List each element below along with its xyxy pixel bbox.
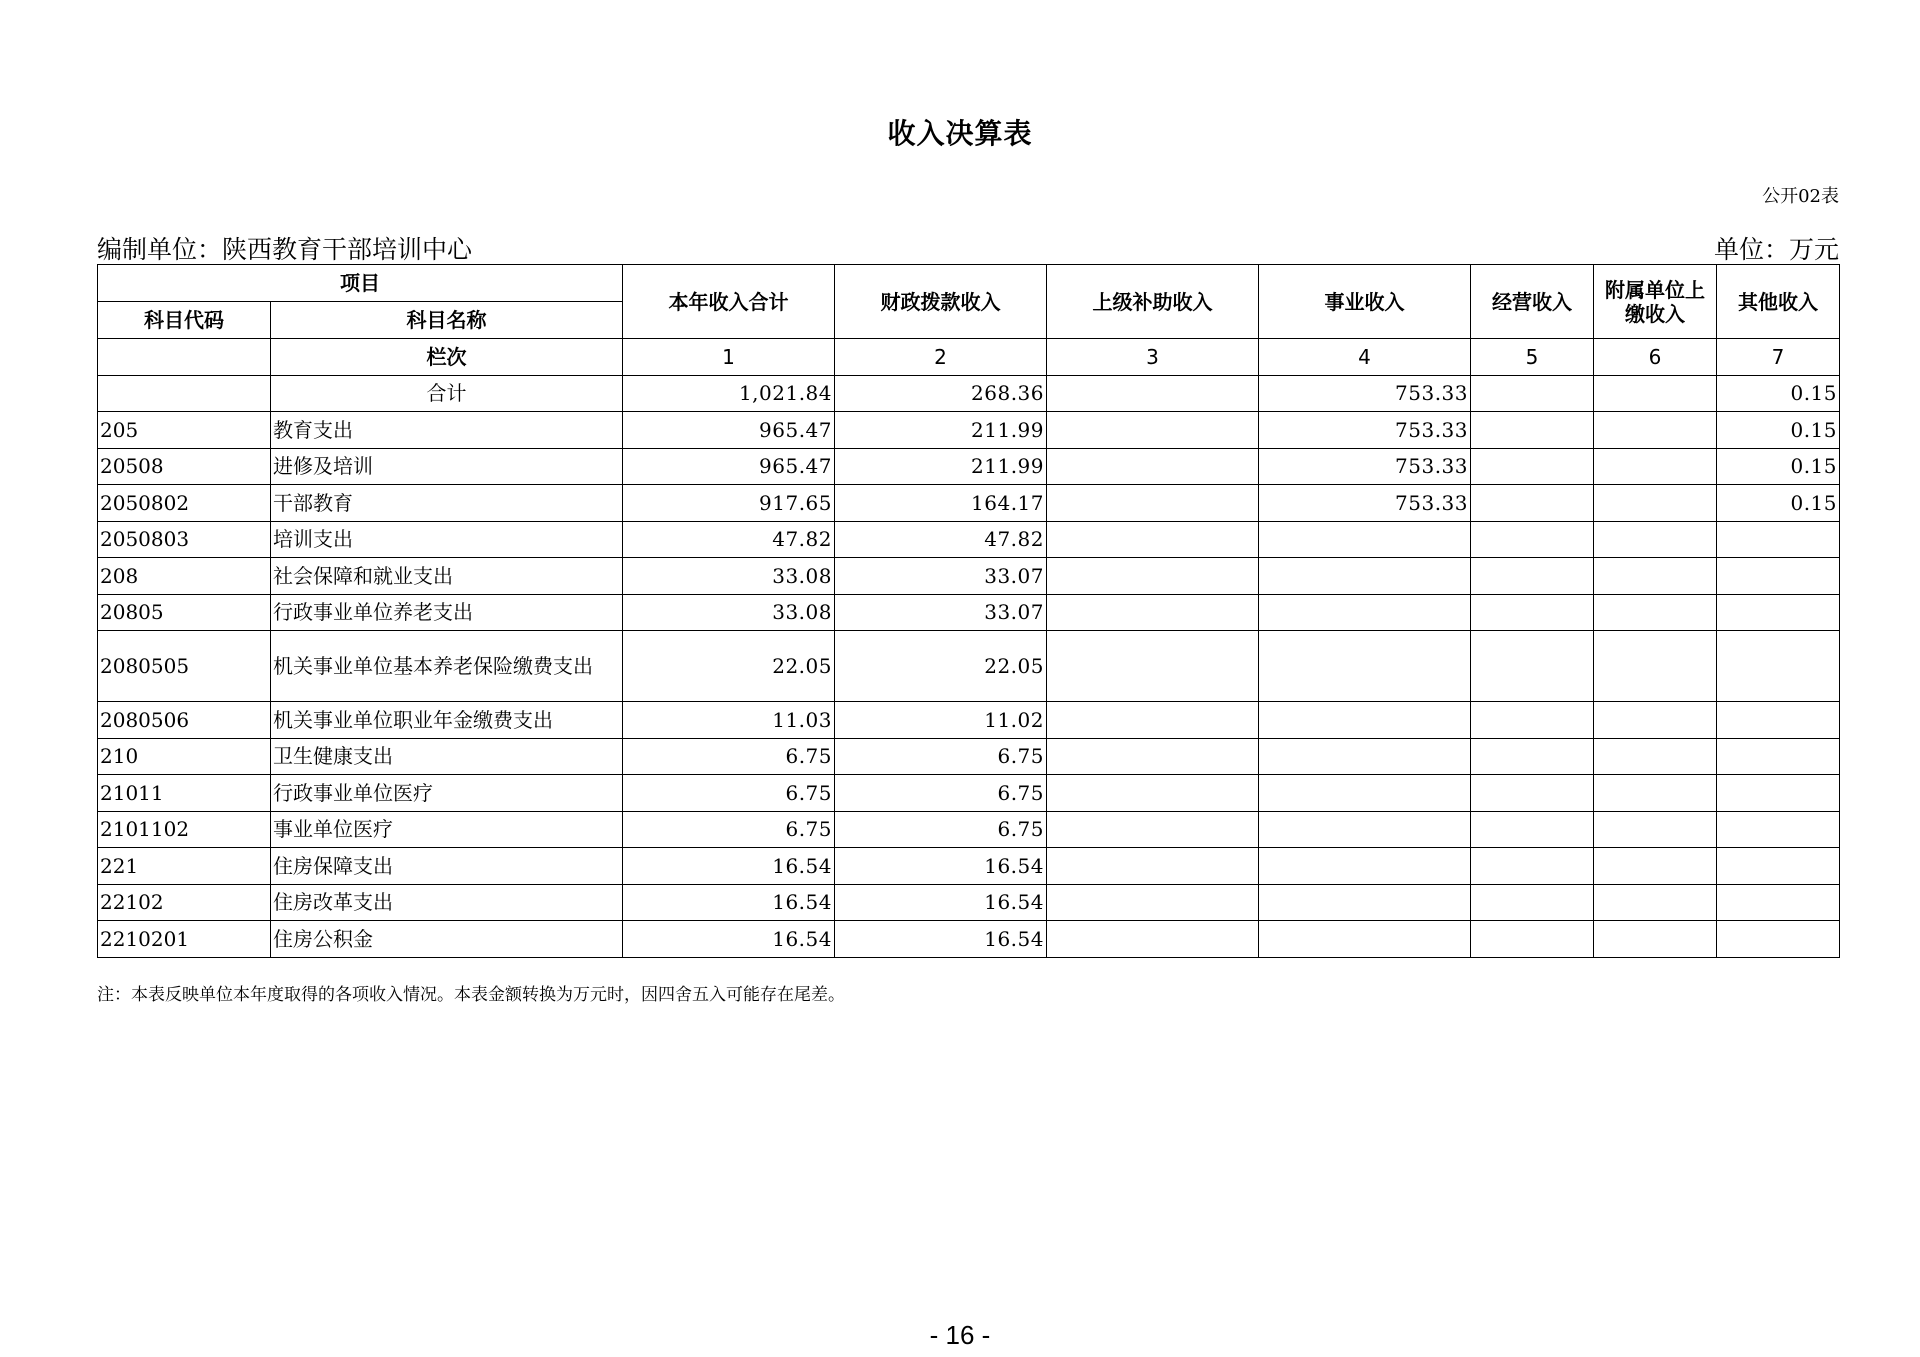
amount-cell: 211.99 (835, 448, 1047, 485)
col-number: 6 (1594, 339, 1717, 376)
subject-code: 2080506 (98, 702, 271, 739)
amount-cell: 6.75 (835, 775, 1047, 812)
amount-cell (1717, 921, 1840, 958)
amount-cell (1717, 811, 1840, 848)
amount-cell: 0.15 (1717, 485, 1840, 522)
subject-code: 205 (98, 412, 271, 449)
total-value (1047, 375, 1259, 412)
amount-cell (1259, 848, 1471, 885)
amount-cell (1594, 558, 1717, 595)
subject-code: 2050803 (98, 521, 271, 558)
amount-cell (1594, 921, 1717, 958)
amount-cell: 33.07 (835, 558, 1047, 595)
subject-name: 住房公积金 (271, 921, 623, 958)
empty-cell (98, 339, 271, 376)
amount-cell: 16.54 (623, 884, 835, 921)
table-row (98, 738, 1840, 775)
amount-cell (1717, 884, 1840, 921)
header-name: 科目名称 (271, 302, 623, 339)
amount-cell (1259, 811, 1471, 848)
table-row (98, 811, 1840, 848)
amount-cell: 753.33 (1259, 412, 1471, 449)
amount-cell (1047, 738, 1259, 775)
header-col-3: 上级补助收入 (1047, 265, 1259, 339)
table-row (98, 412, 1840, 449)
amount-cell: 22.05 (835, 631, 1047, 702)
amount-cell: 16.54 (835, 884, 1047, 921)
amount-cell (1047, 594, 1259, 631)
total-value: 753.33 (1259, 375, 1471, 412)
amount-cell (1259, 702, 1471, 739)
table-row (98, 448, 1840, 485)
table-row (98, 594, 1840, 631)
amount-cell (1471, 884, 1594, 921)
table-row (98, 921, 1840, 958)
amount-cell (1717, 631, 1840, 702)
amount-cell (1047, 775, 1259, 812)
header-col-1: 本年收入合计 (623, 265, 835, 339)
amount-cell (1594, 485, 1717, 522)
amount-cell: 753.33 (1259, 485, 1471, 522)
subject-code: 210 (98, 738, 271, 775)
amount-cell (1594, 521, 1717, 558)
amount-cell: 22.05 (623, 631, 835, 702)
unit-line (97, 230, 1839, 266)
amount-cell (1259, 558, 1471, 595)
amount-cell: 164.17 (835, 485, 1047, 522)
amount-cell: 965.47 (623, 412, 835, 449)
header-col-7: 其他收入 (1717, 265, 1840, 339)
amount-cell (1594, 631, 1717, 702)
amount-cell (1047, 521, 1259, 558)
amount-cell: 917.65 (623, 485, 835, 522)
col-number: 3 (1047, 339, 1259, 376)
amount-cell: 33.08 (623, 594, 835, 631)
amount-cell (1047, 921, 1259, 958)
amount-cell: 6.75 (835, 811, 1047, 848)
column-number-row (98, 339, 1840, 376)
amount-cell (1471, 594, 1594, 631)
amount-cell: 33.08 (623, 558, 835, 595)
header-item: 项目 (98, 265, 623, 302)
amount-cell: 0.15 (1717, 412, 1840, 449)
subject-code: 2050802 (98, 485, 271, 522)
amount-cell (1471, 485, 1594, 522)
amount-cell (1471, 412, 1594, 449)
amount-cell (1471, 631, 1594, 702)
amount-cell (1471, 558, 1594, 595)
amount-cell (1047, 448, 1259, 485)
amount-cell (1717, 702, 1840, 739)
total-row (98, 375, 1840, 412)
amount-cell (1471, 848, 1594, 885)
subject-name: 行政事业单位养老支出 (271, 594, 623, 631)
page-title: 收入决算表 (887, 117, 1033, 150)
table-row (98, 884, 1840, 921)
table-row (98, 558, 1840, 595)
amount-cell (1047, 811, 1259, 848)
amount-cell (1594, 412, 1717, 449)
amount-cell (1047, 848, 1259, 885)
amount-cell (1471, 521, 1594, 558)
subject-code: 21011 (98, 775, 271, 812)
table-note: 注：本表反映单位本年度取得的各项收入情况。本表金额转换为万元时，因四舍五入可能存在尾差。 (97, 985, 845, 1005)
amount-cell (1259, 921, 1471, 958)
amount-cell (1594, 775, 1717, 812)
amount-cell (1259, 631, 1471, 702)
amount-cell: 47.82 (623, 521, 835, 558)
amount-cell (1717, 558, 1840, 595)
amount-cell: 0.15 (1717, 448, 1840, 485)
amount-cell (1717, 775, 1840, 812)
amount-cell (1471, 738, 1594, 775)
amount-cell (1594, 702, 1717, 739)
table-row (98, 631, 1840, 702)
amount-cell: 47.82 (835, 521, 1047, 558)
amount-cell (1594, 884, 1717, 921)
amount-cell (1471, 702, 1594, 739)
table-row (98, 848, 1840, 885)
amount-cell (1594, 738, 1717, 775)
amount-cell (1594, 448, 1717, 485)
amount-cell (1471, 921, 1594, 958)
subject-code: 22102 (98, 884, 271, 921)
subject-name: 培训支出 (271, 521, 623, 558)
amount-cell (1259, 594, 1471, 631)
subject-name: 进修及培训 (271, 448, 623, 485)
header-code: 科目代码 (98, 302, 271, 339)
col-number: 4 (1259, 339, 1471, 376)
subject-name: 卫生健康支出 (271, 738, 623, 775)
total-value: 0.15 (1717, 375, 1840, 412)
subject-name: 行政事业单位医疗 (271, 775, 623, 812)
subject-name: 教育支出 (271, 412, 623, 449)
amount-cell (1259, 884, 1471, 921)
amount-cell: 965.47 (623, 448, 835, 485)
amount-cell: 6.75 (623, 775, 835, 812)
col-number: 5 (1471, 339, 1594, 376)
amount-cell: 11.02 (835, 702, 1047, 739)
amount-cell (1047, 884, 1259, 921)
amount-cell (1047, 558, 1259, 595)
compiler-label: 编制单位：陕西教育干部培训中心 (97, 235, 473, 264)
unit-label: 单位：万元 (1713, 235, 1839, 264)
header-row-1 (98, 265, 1840, 302)
subject-name: 事业单位医疗 (271, 811, 623, 848)
amount-cell: 33.07 (835, 594, 1047, 631)
subject-name: 住房改革支出 (271, 884, 623, 921)
amount-cell: 16.54 (835, 848, 1047, 885)
amount-cell (1259, 775, 1471, 812)
total-value (1471, 375, 1594, 412)
amount-cell: 6.75 (835, 738, 1047, 775)
amount-cell: 11.03 (623, 702, 835, 739)
amount-cell (1471, 448, 1594, 485)
header-col-5: 经营收入 (1471, 265, 1594, 339)
amount-cell: 16.54 (623, 848, 835, 885)
empty-cell (98, 375, 271, 412)
amount-cell (1259, 738, 1471, 775)
amount-cell (1717, 521, 1840, 558)
subject-name: 机关事业单位基本养老保险缴费支出 (271, 631, 623, 702)
subject-name: 干部教育 (271, 485, 623, 522)
subject-code: 20805 (98, 594, 271, 631)
table-row (98, 702, 1840, 739)
amount-cell (1047, 412, 1259, 449)
page-number: - 16 - (929, 1320, 991, 1350)
amount-cell (1717, 594, 1840, 631)
amount-cell (1594, 848, 1717, 885)
amount-cell (1047, 702, 1259, 739)
header-col-2: 财政拨款收入 (835, 265, 1047, 339)
header-col-4: 事业收入 (1259, 265, 1471, 339)
amount-cell (1047, 485, 1259, 522)
amount-cell (1594, 811, 1717, 848)
total-value: 268.36 (835, 375, 1047, 412)
total-value: 1,021.84 (623, 375, 835, 412)
income-table (97, 264, 1840, 958)
table-row (98, 485, 1840, 522)
col-number: 2 (835, 339, 1047, 376)
amount-cell (1471, 811, 1594, 848)
subject-name: 社会保障和就业支出 (271, 558, 623, 595)
amount-cell: 211.99 (835, 412, 1047, 449)
amount-cell (1259, 521, 1471, 558)
subject-code: 208 (98, 558, 271, 595)
col-number: 7 (1717, 339, 1840, 376)
amount-cell (1471, 775, 1594, 812)
subject-name: 住房保障支出 (271, 848, 623, 885)
subject-code: 2101102 (98, 811, 271, 848)
subject-code: 2080505 (98, 631, 271, 702)
amount-cell: 16.54 (623, 921, 835, 958)
total-value (1594, 375, 1717, 412)
amount-cell: 6.75 (623, 811, 835, 848)
col-number: 1 (623, 339, 835, 376)
amount-cell: 6.75 (623, 738, 835, 775)
amount-cell: 16.54 (835, 921, 1047, 958)
table-row (98, 521, 1840, 558)
amount-cell (1047, 631, 1259, 702)
form-number: 公开02表 (1762, 186, 1839, 207)
col-row-label: 栏次 (271, 339, 623, 376)
subject-code: 2210201 (98, 921, 271, 958)
subject-code: 221 (98, 848, 271, 885)
table-row (98, 775, 1840, 812)
subject-code: 20508 (98, 448, 271, 485)
amount-cell: 753.33 (1259, 448, 1471, 485)
amount-cell (1717, 738, 1840, 775)
header-col-6: 附属单位上缴收入 (1594, 265, 1717, 339)
amount-cell (1717, 848, 1840, 885)
amount-cell (1594, 594, 1717, 631)
total-label: 合计 (271, 375, 623, 412)
subject-name: 机关事业单位职业年金缴费支出 (271, 702, 623, 739)
